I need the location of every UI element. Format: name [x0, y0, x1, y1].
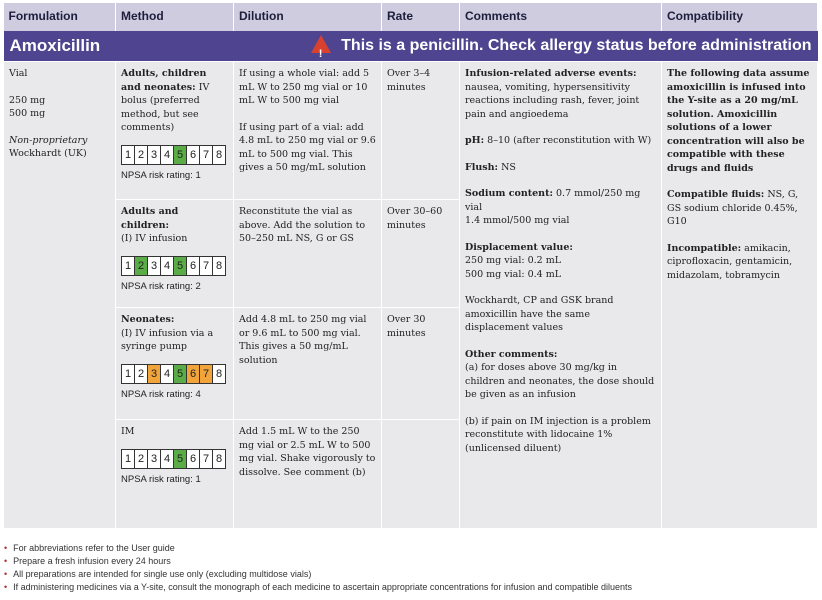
npsa-box-1: 1: [121, 256, 135, 276]
dilution-cell: [234, 62, 382, 529]
footer-note: • All preparations are intended for single use only (excluding multidose vials): [4, 568, 632, 581]
npsa-box-6: 6: [186, 364, 200, 384]
drug-banner: [4, 31, 818, 62]
comment-brands: Wockhardt, CP and GSK brand amoxicillin have the same displacement values: [465, 295, 614, 333]
formulation-manufacturer: Wockhardt (UK): [9, 148, 87, 159]
footer-note: • Prepare a fresh infusion every 24 hours: [4, 555, 632, 568]
npsa-box-2: 2: [134, 449, 148, 469]
method-2-detail: (I) IV infusion: [121, 233, 188, 244]
rate-row-4: [382, 420, 459, 528]
monograph-body: [4, 62, 818, 529]
npsa-rating: NPSA risk rating: 2: [121, 280, 201, 292]
dilution-row-4: [234, 420, 381, 528]
method-3-title: Neonates:: [121, 314, 175, 325]
rate-3: Over 30 minutes: [387, 314, 426, 339]
incompatible-label: Incompatible:: [667, 242, 742, 254]
comment-displacement-2: 500 mg vial: 0.4 mL: [465, 268, 562, 280]
npsa-box-7: 7: [199, 449, 213, 469]
formulation-strength-2: 500 mg: [9, 108, 46, 119]
header-row: [4, 3, 818, 31]
npsa-box-8: 8: [212, 145, 226, 165]
method-1-detail: IV bolus (preferred method, but see comments): [121, 81, 210, 133]
method-row-2: [116, 200, 233, 308]
npsa-rating: NPSA risk rating: 1: [121, 169, 201, 181]
comment-sodium-text: 0.7 mmol/250 mg vial: [465, 188, 641, 213]
npsa-box-5: 5: [173, 256, 187, 276]
header-dilution: Dilution: [234, 3, 382, 31]
comment-displacement-1: 250 mg vial: 0.2 mL: [465, 255, 562, 266]
rate-2: Over 30–60 minutes: [387, 206, 443, 231]
monograph-table: [3, 3, 818, 529]
npsa-box-3: 3: [147, 256, 161, 276]
header-formulation: Formulation: [4, 3, 116, 31]
footer-note: • For abbreviations refer to the User guide: [4, 542, 632, 555]
npsa-box-4: 4: [160, 364, 174, 384]
npsa-box-7: 7: [199, 256, 213, 276]
formulation-cell: [4, 62, 116, 529]
npsa-box-7: 7: [199, 145, 213, 165]
header-method: Method: [116, 3, 234, 31]
method-cell: [116, 62, 234, 529]
footer-note: • If administering medicines via a Y-site, consult the monograph of each medicine to ascertain appropriate concentrations for infusion and compatible diluents: [4, 581, 632, 594]
compatible-fluids-label: Compatible fluids:: [667, 189, 765, 200]
npsa-box-5: 5: [173, 145, 187, 165]
formulation-type: Vial: [9, 68, 28, 79]
comment-ph-label: pH:: [465, 135, 485, 146]
npsa-box-4: 4: [160, 256, 174, 276]
comment-flush-label: Flush:: [465, 161, 499, 173]
npsa-rating: NPSA risk rating: 1: [121, 473, 201, 485]
dilution-2: Reconstitute the vial as above. Add the solution to 50–250 mL NS, G or GS: [239, 206, 366, 244]
npsa-box-4: 4: [160, 145, 174, 165]
compatible-fluids-text: NS, G, GS sodium chloride 0.45%, G10: [667, 189, 799, 227]
npsa-box-2: 2: [134, 145, 148, 165]
incompatible-text: amikacin, ciprofloxacin, gentamicin, midazolam, tobramycin: [667, 242, 793, 281]
comment-other-a: (a) for doses above 30 mg/kg in children and neonates, the dose should be given as an infusion: [465, 362, 655, 400]
npsa-box-8: 8: [212, 364, 226, 384]
comment-flush-text: NS: [501, 161, 516, 173]
rate-row-1: [382, 62, 459, 200]
npsa-box-2: 2: [134, 364, 148, 384]
allergy-warning-text: This is a penicillin. Check allergy status before administration: [341, 37, 812, 54]
comment-ph-text: 8–10 (after reconstitution with W): [487, 135, 652, 146]
dilution-1b: If using part of a vial: add 4.8 mL to 250 mg vial or 9.6 mL to 500 mg vial. This gives a 50 mg/mL solution: [239, 121, 376, 173]
npsa-box-6: 6: [186, 145, 200, 165]
npsa-box-1: 1: [121, 145, 135, 165]
npsa-box-5: 5: [173, 449, 187, 469]
header-rate: Rate: [382, 3, 460, 31]
method-2-title: Adults and children:: [121, 206, 179, 231]
formulation-brand-type: Non-proprietary: [9, 134, 88, 146]
npsa-box-4: 4: [160, 449, 174, 469]
rate-row-3: [382, 308, 459, 420]
npsa-box-3: 3: [147, 449, 161, 469]
method-1-title: Adults, children and neonates:: [121, 68, 207, 93]
dilution-row-1: [234, 62, 381, 200]
header-compatibility: Compatibility: [662, 3, 818, 31]
npsa-box-3: 3: [147, 364, 161, 384]
comments-cell: [460, 62, 662, 529]
npsa-scale: [121, 364, 228, 384]
method-row-1: [116, 62, 233, 200]
rate-cell: [382, 62, 460, 529]
npsa-scale: [121, 256, 228, 276]
npsa-scale: [121, 145, 228, 165]
comment-sodium-label: Sodium content:: [465, 188, 553, 199]
drug-name: Amoxicillin: [9, 36, 101, 55]
npsa-box-8: 8: [212, 449, 226, 469]
npsa-box-3: 3: [147, 145, 161, 165]
npsa-box-7: 7: [199, 364, 213, 384]
method-row-3: [116, 308, 233, 420]
method-4-detail: IM: [121, 426, 135, 437]
npsa-box-1: 1: [121, 449, 135, 469]
allergy-warning: [311, 31, 812, 61]
npsa-box-8: 8: [212, 256, 226, 276]
dilution-row-2: [234, 200, 381, 308]
comment-adverse-text: nausea, vomiting, hypersensitivity reactions including rash, fever, joint pain and angioedema: [465, 81, 640, 120]
npsa-box-1: 1: [121, 364, 135, 384]
dilution-4: Add 1.5 mL W to the 250 mg vial or 2.5 mL W to 500 mg vial. Shake vigorously to dissolve. See comment (b): [239, 426, 376, 478]
compatibility-intro: The following data assume amoxicillin is infused into the Y-site as a 20 mg/mL solution. Amoxicillin solutions of a lower concentration will also be compatible with these drugs and fluids: [667, 68, 810, 174]
comment-adverse-label: Infusion-related adverse events:: [465, 68, 637, 79]
method-row-4: [116, 420, 233, 528]
npsa-scale: [121, 449, 228, 469]
comment-other-label: Other comments:: [465, 348, 558, 360]
comment-displacement-label: Displacement value:: [465, 241, 573, 253]
footer-notes: [4, 542, 632, 594]
npsa-box-2: 2: [134, 256, 148, 276]
rate-row-2: [382, 200, 459, 308]
formulation-strength-1: 250 mg: [9, 94, 46, 106]
dilution-row-3: [234, 308, 381, 420]
comment-other-b: (b) if pain on IM injection is a problem reconstitute with lidocaine 1% (unlicensed diluent): [465, 415, 651, 454]
dilution-3: Add 4.8 mL to 250 mg vial or 9.6 mL to 500 mg vial. This gives a 50 mg/mL solution: [239, 314, 367, 366]
comment-sodium-text-2: 1.4 mmol/500 mg vial: [465, 215, 570, 226]
npsa-rating: NPSA risk rating: 4: [121, 388, 201, 400]
warning-triangle-icon: !: [311, 35, 331, 53]
rate-1: Over 3–4 minutes: [387, 68, 431, 93]
dilution-1a: If using a whole vial: add 5 mL W to 250 mg vial or 10 mL W to 500 mg vial: [239, 68, 370, 106]
npsa-box-6: 6: [186, 449, 200, 469]
method-3-detail: (I) IV infusion via a syringe pump: [121, 327, 214, 352]
header-comments: Comments: [460, 3, 662, 31]
compatibility-cell: [662, 62, 818, 529]
npsa-box-5: 5: [173, 364, 187, 384]
npsa-box-6: 6: [186, 256, 200, 276]
